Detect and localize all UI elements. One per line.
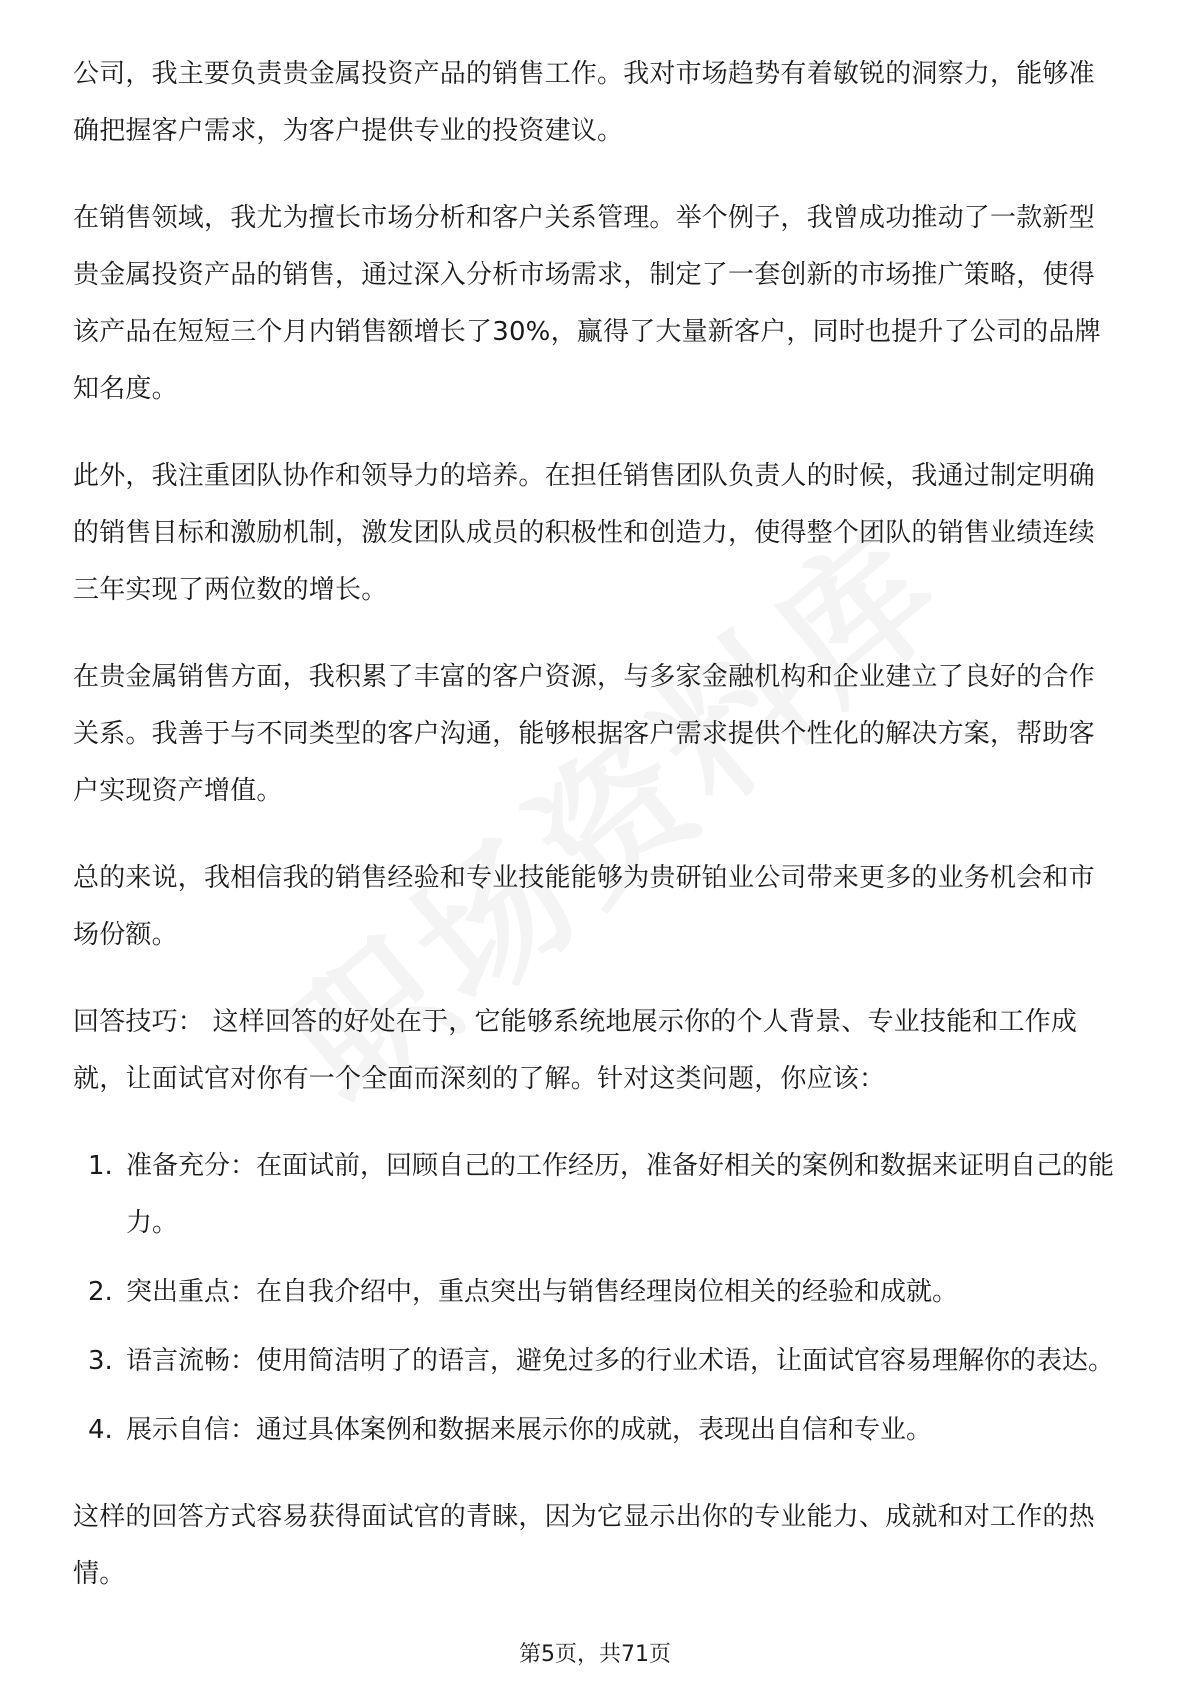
page-content <box>73 46 1118 1603</box>
paragraph-answer-tips: 回答技巧： 这样回答的好处在于，它能够系统地展示你的个人背景、专业技能和工作成就，让面试官对你有一个全面而深刻的了解。针对这类问题，你应该： <box>73 1007 1078 1094</box>
list-item-number: 4. <box>88 1415 113 1445</box>
list-item-text: 准备充分：在面试前，回顾自己的工作经历，准备好相关的案例和数据来证明自己的能力。 <box>126 1151 1115 1238</box>
list-item <box>73 1402 1118 1459</box>
paragraph-summary: 总的来说，我相信我的销售经验和专业技能能够为贵研铂业公司带来更多的业务机会和市场份额。 <box>73 863 1095 950</box>
list-item-number: 3. <box>88 1346 113 1376</box>
list-item <box>73 1264 1118 1321</box>
list-item <box>73 1333 1118 1390</box>
list-item-text: 突出重点：在自我介绍中，重点突出与销售经理岗位相关的经验和成就。 <box>126 1277 959 1307</box>
paragraph-team: 此外，我注重团队协作和领导力的培养。在担任销售团队负责人的时候，我通过制定明确的销售目标和激励机制，激发团队成员的积极性和创造力，使得整个团队的销售业绩连续三年实现了两位数的增长。 <box>73 461 1095 605</box>
list-item-text: 语言流畅：使用简洁明了的语言，避免过多的行业术语，让面试官容易理解你的表达。 <box>126 1346 1115 1376</box>
page-number-footer: 第5页，共71页 <box>519 1642 671 1667</box>
tips-list <box>73 1138 1118 1459</box>
list-item <box>73 1138 1118 1252</box>
paragraph-conclusion: 这样的回答方式容易获得面试官的青睐，因为它显示出你的专业能力、成就和对工作的热情。 <box>73 1502 1095 1589</box>
list-item-number: 1. <box>88 1151 113 1181</box>
list-item-number: 2. <box>88 1277 113 1307</box>
paragraph-sales-field: 在销售领域，我尤为擅长市场分析和客户关系管理。举个例子，我曾成功推动了一款新型贵金属投资产品的销售，通过深入分析市场需求，制定了一套创新的市场推广策略，使得该产品在短短三个月内销售额增长了30%，赢得了大量新客户，同时也提升了公司的品牌知名度。 <box>73 203 1101 404</box>
paragraph-intro: 公司，我主要负责贵金属投资产品的销售工作。我对市场趋势有着敏锐的洞察力，能够准确把握客户需求，为客户提供专业的投资建议。 <box>73 59 1095 146</box>
list-item-text: 展示自信：通过具体案例和数据来展示你的成就，表现出自信和专业。 <box>126 1415 933 1445</box>
paragraph-clients: 在贵金属销售方面，我积累了丰富的客户资源，与多家金融机构和企业建立了良好的合作关系。我善于与不同类型的客户沟通，能够根据客户需求提供个性化的解决方案，帮助客户实现资产增值。 <box>73 662 1095 806</box>
